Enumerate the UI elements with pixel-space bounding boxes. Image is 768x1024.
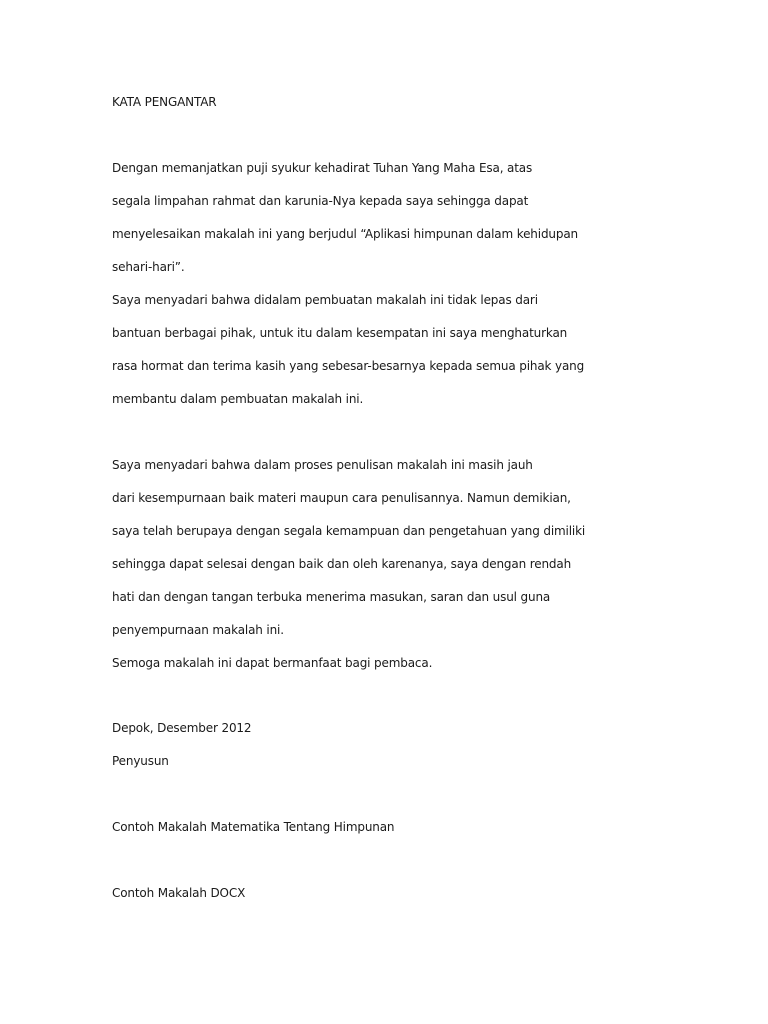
- paragraph1-line4: sehari-hari”.: [112, 260, 185, 274]
- document-title: KATA PENGANTAR: [112, 95, 217, 109]
- paragraph2-line4: membantu dalam pembuatan makalah ini.: [112, 392, 364, 406]
- paragraph3-line5: hati dan dengan tangan terbuka menerima masukan, saran dan usul guna: [112, 590, 551, 604]
- paragraph1-line1: Dengan memanjatkan puji syukur kehadirat Tuhan Yang Maha Esa, atas: [112, 161, 533, 175]
- paragraph1-line3: menyelesaikan makalah ini yang berjudul “Aplikasi himpunan dalam kehidupan: [112, 227, 578, 241]
- paragraph3-line1: Saya menyadari bahwa dalam proses penulisan makalah ini masih jauh: [112, 458, 533, 472]
- paragraph3-line4: sehingga dapat selesai dengan baik dan oleh karenanya, saya dengan rendah: [112, 557, 572, 571]
- paragraph2-line2: bantuan berbagai pihak, untuk itu dalam kesempatan ini saya menghaturkan: [112, 326, 568, 340]
- place-date: Depok, Desember 2012: [112, 721, 252, 735]
- signature: Penyusun: [112, 754, 169, 768]
- paragraph1-line2: segala limpahan rahmat dan karunia-Nya kepada saya sehingga dapat: [112, 194, 529, 208]
- paragraph2-line1: Saya menyadari bahwa didalam pembuatan makalah ini tidak lepas dari: [112, 293, 538, 307]
- paragraph3-line6: penyempurnaan makalah ini.: [112, 623, 284, 637]
- paragraph3-line3: saya telah berupaya dengan segala kemampuan dan pengetahuan yang dimiliki: [112, 524, 586, 538]
- paragraph3-line2: dari kesempurnaan baik materi maupun cara penulisannya. Namun demikian,: [112, 491, 571, 505]
- footer-link-2[interactable]: Contoh Makalah DOCX: [112, 886, 246, 900]
- paragraph2-line3: rasa hormat dan terima kasih yang sebesar-besarnya kepada semua pihak yang: [112, 359, 585, 373]
- closing-text: Semoga makalah ini dapat bermanfaat bagi pembaca.: [112, 656, 433, 670]
- footer-link-1[interactable]: Contoh Makalah Matematika Tentang Himpunan: [112, 820, 395, 834]
